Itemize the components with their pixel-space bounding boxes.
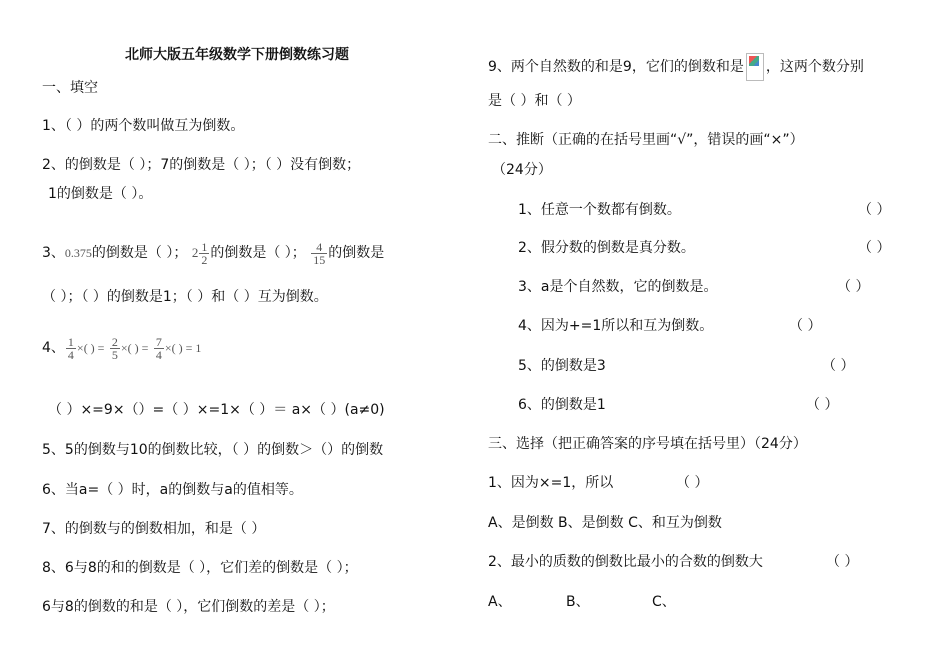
section-2-heading: 二、推断（正确的在括号里画“√”，错误的画“×”） [488,132,804,148]
mixed-whole: 2 [191,245,199,260]
choice-2-option-a: A、 [488,594,512,610]
fraction-1-4 [66,336,76,361]
fraction-four-fifteenths [311,241,327,266]
question-4-line-1 [42,328,201,368]
broken-image-icon [746,53,764,81]
numerator: 1 [201,239,208,254]
choice-1-options: A、是倒数 B、是倒数 C、和互为倒数 [488,515,722,531]
judge-5: 5、的倒数是3 [518,358,606,374]
question-6: 6、当a=（ ）时，a的倒数与a的值相等。 [42,482,303,498]
question-9-line-1 [488,53,864,81]
section-2-score: （24分） [492,162,552,178]
choice-2-paren: （ ） [826,554,859,570]
question-4-line-2: （ ）×=9×（）=（ ）×=1×（ ）＝ a×（ ）(a≠0) [48,402,385,418]
choice-1: 1、因为×=1，所以 [488,475,614,491]
question-5: 5、5的倒数与10的倒数比较，（ ）的倒数＞（）的倒数 [42,442,384,458]
question-7: 7、的倒数与的倒数相加，和是（ ） [42,521,266,537]
judge-5-paren: （ ） [822,358,855,374]
question-1: 1、（ ）的两个数叫做互为倒数。 [42,118,245,134]
judge-3: 3、a是个自然数，它的倒数是。 [518,279,718,295]
denominator: 4 [155,347,162,362]
choice-2: 2、最小的质数的倒数比最小的合数的倒数大 [488,554,763,570]
judge-2: 2、假分数的倒数是真分数。 [518,240,695,256]
question-9-line-2: 是（ ）和（ ） [488,93,581,109]
question-3-text-2: 的倒数是（ ）； [210,245,306,261]
question-2-line-2: 1的倒数是（ ）。 [48,186,153,202]
question-8-line-1: 8、6与8的和的倒数是（ ），它们差的倒数是（ ）； [42,560,358,576]
question-3-prefix: 3、 [42,245,65,261]
judge-4: 4、因为+=1所以和互为倒数。 [518,318,714,334]
fraction-7-4 [154,336,164,361]
numerator: 7 [155,334,162,349]
equation-term-1: ×( ) = [76,341,105,355]
numerator: 1 [67,334,74,349]
numerator: 4 [311,241,327,254]
question-3-text-3: 的倒数是 [328,245,385,261]
page-title: 北师大版五年级数学下册倒数练习题 [125,47,349,63]
fraction-one-half [199,241,209,266]
question-4-prefix: 4、 [42,340,65,356]
section-1-heading: 一、填空 [42,80,98,96]
judge-6: 6、的倒数是1 [518,397,606,413]
question-3-line-2: （ ）；（ ）的倒数是1；（ ）和（ ）互为倒数。 [42,289,328,305]
denominator: 4 [67,347,74,362]
question-3-line-1 [42,233,384,273]
equation-term-2: ×( ) = [120,341,149,355]
judge-2-paren: （ ） [858,240,891,256]
denominator: 5 [111,347,118,362]
fraction-2-5 [110,336,120,361]
question-8-line-2: 6与8的倒数的和是（ ），它们倒数的差是（ ）； [42,599,335,615]
question-9-text-1: 9、两个自然数的和是9，它们的倒数和是 [488,59,744,75]
equation-term-3: ×( ) = 1 [164,341,202,355]
decimal-value: 0.375 [64,246,92,260]
judge-4-paren: （ ） [789,318,822,334]
question-9-text-2: ，这两个数分别 [765,59,864,75]
judge-3-paren: （ ） [837,279,870,295]
section-3-heading: 三、选择（把正确答案的序号填在括号里）（24分） [488,436,807,452]
numerator: 2 [111,334,118,349]
choice-2-option-b: B、 [566,594,590,610]
judge-6-paren: （ ） [806,397,839,413]
question-2-line-1: 2、的倒数是（ ）；7的倒数是（ ）；（ ）没有倒数； [42,157,361,173]
choice-1-paren: （ ） [676,475,709,491]
denominator: 15 [313,252,326,267]
denominator: 2 [201,252,208,267]
question-3-text-1: 的倒数是（ ）； [91,245,188,261]
judge-1: 1、任意一个数都有倒数。 [518,202,681,218]
choice-2-option-c: C、 [652,594,676,610]
judge-1-paren: （ ） [858,202,891,218]
